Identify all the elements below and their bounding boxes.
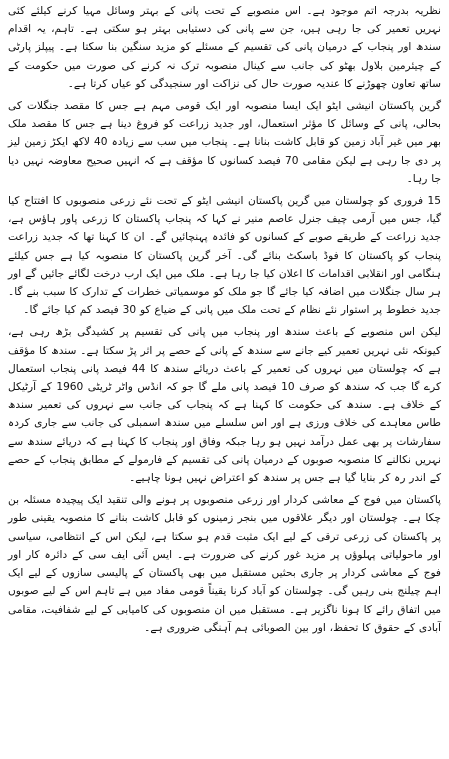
article-paragraph-2: گرین پاکستان انیشی ایٹو ایک ایسا منصوبہ اور ایک قومی مہم ہے جس کا مقصد جنگلات کی بحالی، پانی کے وسائل کا مؤثر استعمال، اور جدید زراعت کو فروغ دینا ہے جس کا مقصد ملک بھر میں غیر آباد زمین کو قابل کاشت بنانا ہے۔ پنجاب میں سب سے زیادہ 40 لاکھ ایکڑ زمین لیز پر دی جا رہی ہے لیکن مقامی 70 فیصد کسانوں کا مؤقف ہے کہ انہیں صحیح معاوضہ نہیں دیا جا رہا۔ [8, 100, 441, 185]
article-paragraph-4: لیکن اس منصوبے کے باعث سندھ اور پنجاب میں پانی کی تقسیم پر کشیدگی بڑھ رہی ہے، کیونکہ نئی نہریں تعمیر کیے جانے سے سندھ کے پانی کے حصے پر اثر پڑ سکتا ہے۔ سندھ کا مؤقف ہے کہ چولستان میں نہروں کی تعمیر کے باعث دریائے سندھ کا 44 فیصد پانی پنجاب استعمال کرے گا جب کہ سندھ کو صرف 10 فیصد پانی ملے گا جو کہ انڈس واٹر ٹریٹی 1960 کے آرٹیکل کے خلاف ہے۔ سندھ کی حکومت کا کہنا ہے کہ پنجاب کی جانب سے نہروں کی تعمیر سندھ طاس معاہدے کی خلاف ورزی ہے اور اس سلسلے میں سندھ اسمبلی کی جانب سے جاری کردہ سفارشات پر بھی عمل درآمد نہیں ہو رہا جبکہ وفاق اور پنجاب کا کہنا ہے کہ دریائے سندھ سے نہریں نکالنے کا منصوبہ صوبوں کے درمیان پانی کی تقسیم کے فارمولے کے مطابق پنجاب کے حصے کے اندر رہ کر بنایا گیا ہے جس پر سندھ کو اعتراض نہیں ہونا چاہیے۔ [8, 326, 441, 485]
article-paragraph-5: پاکستان میں فوج کے معاشی کردار اور زرعی منصوبوں پر ہونے والی تنقید ایک پیچیدہ مسئلہ بن چکا ہے۔ چولستان اور دیگر علاقوں میں بنجر زمینوں کو قابل کاشت بنانے کا منصوبہ یقینی طور پر پاکستان کی زرعی ترقی کے لیے ایک مثبت قدم ہو سکتا ہے، لیکن اس کے انتظامی، سیاسی اور ماحولیاتی پہلوؤں پر مزید غور کرنے کی ضرورت ہے۔ ایس آئی ایف سی کے دائرہ کار اور فوج کے معاشی کردار پر جاری بحثیں مستقبل میں بھی پاکستان کے پالیسی سازوں کے لیے ایک اہم چیلنج بنی رہیں گی۔ چولستان کو آباد کرنا یقیناً قومی مفاد میں ہے تاہم اس کے لیے صوبوں میں اتفاق رائے کا ہونا ناگزیر ہے۔ مستقبل میں ان منصوبوں کی کامیابی کے لیے شفافیت، مقامی آبادی کے حقوق کا تحفظ، اور بین الصوبائی ہم آہنگی ضروری ہے۔ [8, 494, 441, 634]
article-paragraph-1: نظریہ بدرجہ اتم موجود ہے۔ اس منصوبے کے تحت پانی کے بہتر وسائل مہیا کرنے کیلئے کئی نہریں تعمیر کی جا رہی ہیں، جن سے پانی کی دستیابی بہتر ہو سکتی ہے۔ تاہم، یہ اقدام سندھ اور پنجاب کے درمیان پانی کی تقسیم کے مسئلے کو مزید سنگین بنا سکتا ہے۔ پیپلز پارٹی کے چیئرمین بلاول بھٹو کی جانب سے کینال منصوبہ ترک نہ کرنے کی صورت میں حکومت کے ساتھ تعاون چھوڑنے کا عندیہ صورت حال کی نزاکت اور سنجیدگی کو عیاں کرتا ہے۔ [8, 5, 441, 90]
article-paragraph-3: 15 فروری کو چولستان میں گرین پاکستان انیشی ایٹو کے تحت نئے زرعی منصوبوں کا افتتاح کیا گیا، جس میں آرمی چیف جنرل عاصم منیر نے کہا کہ پنجاب پاکستان کا زرعی پاور ہاؤس ہے، جدید زراعت کے طریقے صوبے کے کسانوں کو فائدہ پہنچائیں گے۔ ان کا کہنا تھا کہ جدید زراعت پنجاب کو پاکستان کا فوڈ باسکٹ بنائے گی۔ آخر گرین پاکستان کا منصوبہ کیا ہے جس کیلئے ہنگامی اور انقلابی اقدامات کا اعلان کیا جا رہا ہے۔ ملک میں ایک ارب درخت لگائے جائیں گے اور ہر سال جنگلات میں اضافہ کیا جائے گا جو ملک کو موسمیاتی خطرات کے تدارک کا سبب بنے گا۔ جدید خطوط پر استوار نئے نظام کے تحت ملک میں پانی کے ضیاع کو 30 فیصد کم کیا جائے گا۔ [8, 195, 441, 317]
